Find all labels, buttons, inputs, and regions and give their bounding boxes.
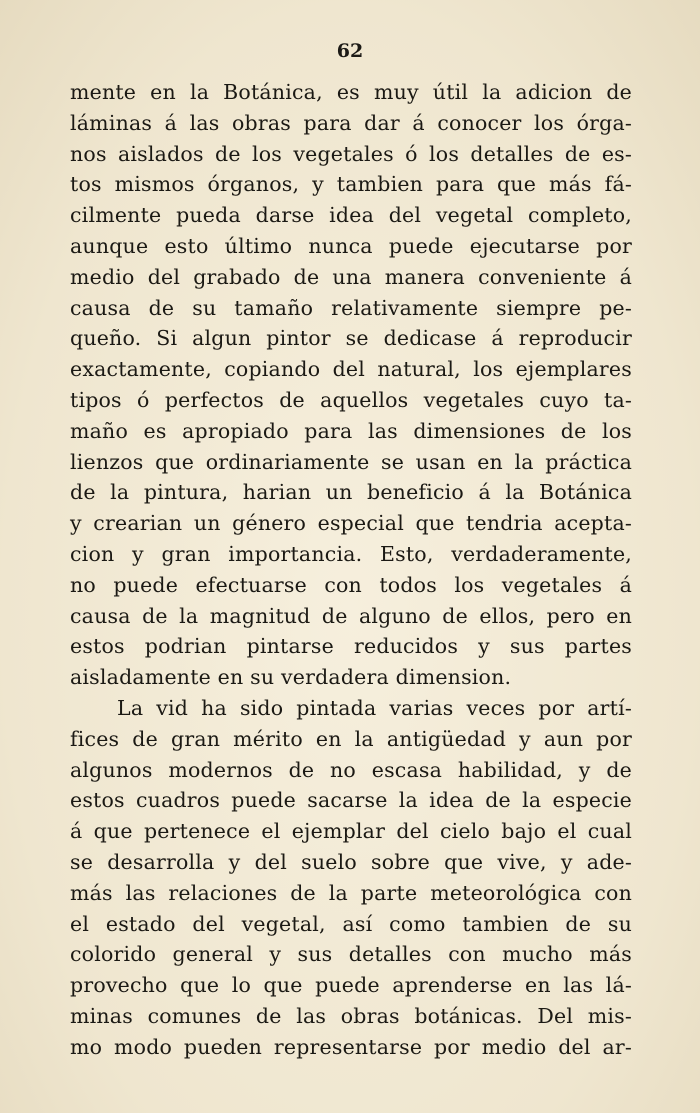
text-line: mente en la Botánica, es muy útil la adicion de xyxy=(70,80,632,104)
text-line: aisladamente en su verdadera dimension. xyxy=(70,665,512,690)
text-line: nos aislados de los vegetales ó los detalles de es- xyxy=(70,141,632,166)
text-line: maño es apropiado para las dimensiones de los xyxy=(70,418,632,443)
text-line: cion y gran importancia. Esto, verdaderamente, xyxy=(70,541,632,566)
text-line: de la pintura, harian un beneficio á la Botánica xyxy=(70,480,632,505)
text-line: y crearian un género especial que tendria acepta- xyxy=(70,511,632,536)
text-line: tipos ó perfectos de aquellos vegetales cuyo ta- xyxy=(70,387,632,412)
text-line: queño. Si algun pintor se dedicase á reproducir xyxy=(70,326,632,351)
text-line: colorido general y sus detalles con mucho más xyxy=(70,942,632,967)
text-line: cilmente pueda darse idea del vegetal completo, xyxy=(70,203,632,228)
text-line: estos cuadros puede sacarse la idea de la especie xyxy=(70,788,632,813)
text-line: minas comunes de las obras botánicas. Del mis- xyxy=(70,1003,632,1028)
body-text xyxy=(70,77,632,1063)
text-line: provecho que lo que puede aprenderse en las lá- xyxy=(70,973,632,998)
text-line: causa de la magnitud de alguno de ellos, pero en xyxy=(70,603,632,628)
text-line: fices de gran mérito en la antigüedad y aun por xyxy=(70,726,632,751)
text-line: tos mismos órganos, y tambien para que más fá- xyxy=(70,172,632,197)
text-line: láminas á las obras para dar á conocer los órga- xyxy=(70,110,632,135)
text-line: se desarrolla y del suelo sobre que vive, y ade- xyxy=(70,849,632,874)
text-line: á que pertenece el ejemplar del cielo bajo el cual xyxy=(70,819,632,844)
page-number: 62 xyxy=(336,40,364,62)
text-line: exactamente, copiando del natural, los ejemplares xyxy=(70,357,632,382)
text-line: mo modo pueden representarse por medio del ar- xyxy=(70,1034,632,1059)
text-line: no puede efectuarse con todos los vegetales á xyxy=(70,572,632,597)
text-line: algunos modernos de no escasa habilidad, y de xyxy=(70,757,632,782)
text-line: medio del grabado de una manera conveniente á xyxy=(70,264,632,289)
text-line: estos podrian pintarse reducidos y sus partes xyxy=(70,634,632,659)
text-line: La vid ha sido pintada varias veces por artí- xyxy=(117,695,632,720)
text-line: aunque esto último nunca puede ejecutarse por xyxy=(70,233,632,258)
text-line: lienzos que ordinariamente se usan en la práctica xyxy=(70,449,632,474)
text-line: más las relaciones de la parte meteorológica con xyxy=(70,880,632,905)
text-line: causa de su tamaño relativamente siempre pe- xyxy=(70,295,632,320)
text-line: el estado del vegetal, así como tambien de su xyxy=(70,911,632,936)
